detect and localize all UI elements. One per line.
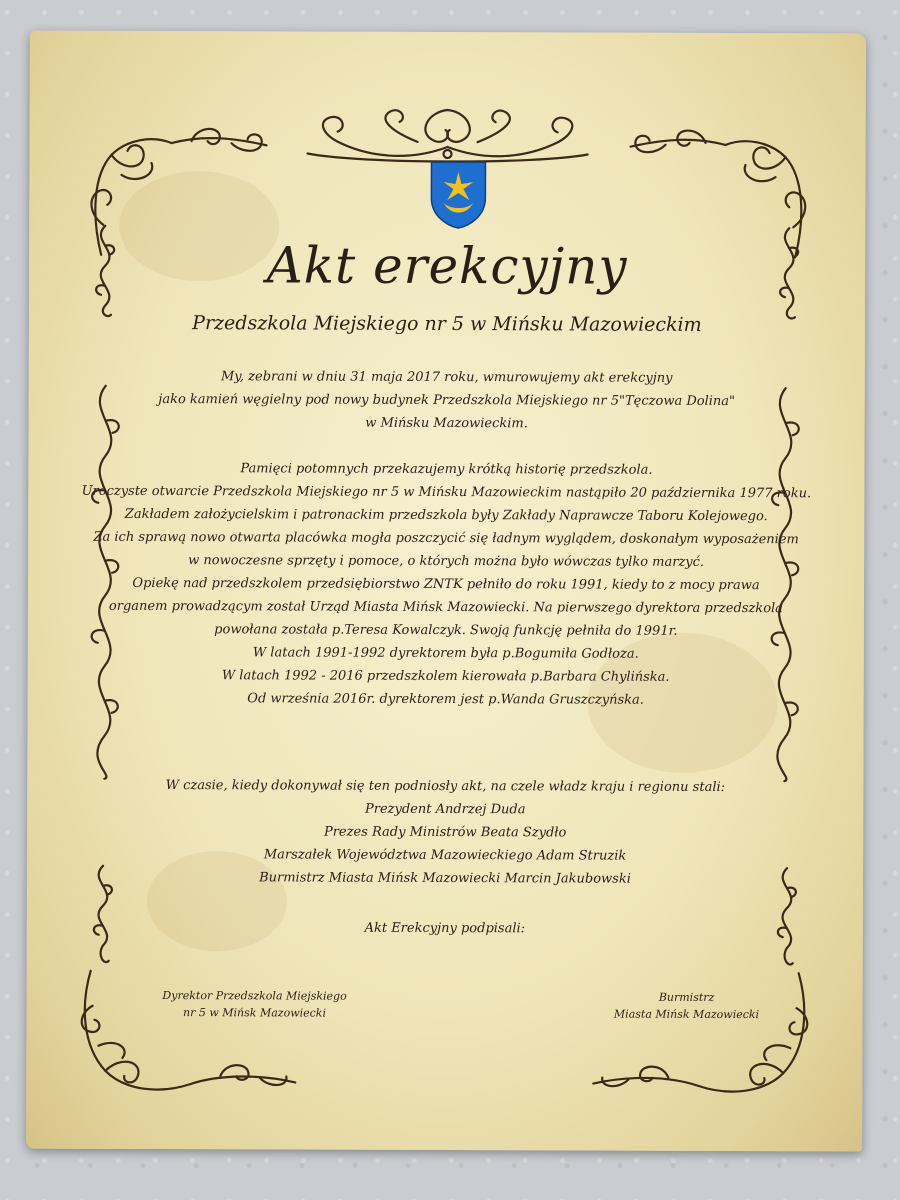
left-signature-caption [154,987,354,1022]
document-title: Akt erekcyjny [266,236,628,296]
document-subtitle: Przedszkola Miejskiego nr 5 w Mińsku Mazowieckim [192,312,702,336]
text-line: W latach 1991-1992 dyrektorem była p.Bogumiła Godłoza. [252,645,639,662]
text-line: Od września 2016r. dyrektorem jest p.Wanda Gruszczyńska. [247,691,644,708]
signature-line: nr 5 w Mińsk Mazowiecki [183,1006,327,1020]
text-line: My, zebrani w dniu 31 maja 2017 roku, wmurowujemy akt erekcyjny [220,369,673,386]
text-line: powołana została p.Teresa Kowalczyk. Swoją funkcję pełniła do 1991r. [214,622,678,639]
text-line: W latach 1992 - 2016 przedszkolem kierowała p.Barbara Chylińska. [221,668,670,685]
coat-of-arms-icon [429,160,487,230]
text-line: Zakładem założycielskim i patronackim przedszkola były Zakłady Naprawcze Taboru Kolejowego. [124,506,768,525]
text-line: organem prowadzącym został Urząd Miasta Mińsk Mazowiecki. Na pierwszego dyrektora przedszkola [108,598,783,617]
signature-line: Dyrektor Przedszkola Miejskiego [162,989,347,1003]
text-line: Marszałek Województwa Mazowieckiego Adam Struzik [263,847,627,864]
text-line: w nowoczesne sprzęty i pomoce, o których można było wówczas tylko marzyć. [188,553,705,570]
text-line: Prezes Rady Ministrów Beata Szydło [323,824,567,841]
text-line: Prezydent Andrzej Duda [364,801,526,818]
signature-line: Burmistrz [658,990,715,1004]
text-line: Burmistrz Miasta Mińsk Mazowiecki Marcin Jakubowski [259,870,631,887]
signature-line: Miasta Mińsk Mazowiecki [613,1007,760,1022]
text-line: Akt Erekcyjny podpisali: [364,920,526,937]
text-line: jako kamień węgielny pod nowy budynek Przedszkola Miejskiego nr 5"Tęczowa Dolina" [158,391,736,410]
text-line: W czasie, kiedy dokonywał się ten podniosły akt, na czele władz kraju i regionu stali: [165,778,726,795]
text-line: Za ich sprawą nowo otwarta placówka mogła poszczycić się ładnym wyglądem, doskonałym wyposażeniem [93,529,799,548]
text-line: Uroczyste otwarcie Przedszkola Miejskiego nr 5 w Mińsku Mazowieckim nastąpiło 20 października 1977 roku. [81,483,812,502]
right-signature-caption [586,988,786,1023]
certificate-sheet [26,31,866,1152]
text-line: Pamięci potomnych przekazujemy krótką historię przedszkola. [240,461,653,478]
text-line: Opiekę nad przedszkolem przedsiębiorstwo ZNTK pełniło do roku 1991, kiedy to z mocy prawa [132,575,760,594]
authorities-paragraph [27,774,863,892]
signed-by-heading [27,916,863,942]
intro-paragraph [29,365,865,437]
history-paragraph [28,457,865,713]
text-line: w Mińsku Mazowieckim. [365,415,528,432]
